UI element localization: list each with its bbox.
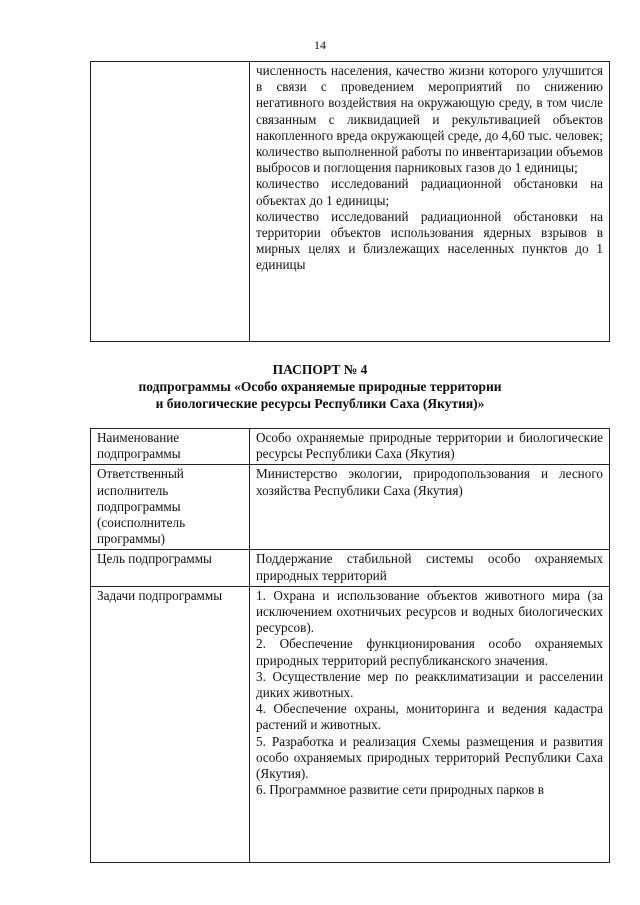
row-label: Ответственный исполнитель подпрограммы (соисполнитель программы) xyxy=(91,465,250,550)
indicator-item: численность населения, качество жизни которого улучшится в связи с проведением мероприятий по снижению негативного воздействия на окружающую среду, в том числе связанным с ликвидацией и рекультивацией объектов накопленного вреда окружающей среде, до 4,60 тыс. человек; xyxy=(256,63,603,143)
table-row xyxy=(91,62,610,342)
row-value: Особо охраняемые природные территории и биологические ресурсы Республики Саха (Якутия) xyxy=(250,429,610,465)
row-value: Министерство экологии, природопользования и лесного хозяйства Республики Саха (Якутия) xyxy=(250,465,610,550)
table-row xyxy=(91,586,610,862)
passport-heading xyxy=(0,361,640,412)
row-label: Наименование подпрограммы xyxy=(91,429,250,465)
indicator-item: количество выполненной работы по инвентаризации объемов выбросов и поглощения парниковых газов до 1 единицы; xyxy=(256,144,603,176)
task-item: 3. Осуществление мер по реакклиматизации и расселении диких животных. xyxy=(256,668,603,701)
task-item: 1. Охрана и использование объектов животного мира (за исключением охотничьих ресурсов и водных биологических ресурсов). xyxy=(256,587,603,636)
table-row xyxy=(91,429,610,465)
row-value: Поддержание стабильной системы особо охраняемых природных территорий xyxy=(250,550,610,586)
table-cell-label xyxy=(91,62,250,342)
passport-subtitle: подпрограммы «Особо охраняемые природные территории xyxy=(138,379,502,394)
row-label: Задачи подпрограммы xyxy=(91,586,250,862)
indicators-cell xyxy=(250,62,610,342)
tasks-cell xyxy=(250,586,610,862)
row-label: Цель подпрограммы xyxy=(91,550,250,586)
indicator-item: количество исследований радиационной обстановки на объектах до 1 единицы; xyxy=(256,176,603,208)
passport-subtitle: и биологические ресурсы Республики Саха (Якутия)» xyxy=(155,396,485,411)
task-item: 2. Обеспечение функционирования особо охраняемых природных территорий республиканского значения. xyxy=(256,636,603,668)
continuation-table xyxy=(90,61,610,342)
table-row xyxy=(91,550,610,586)
task-item: 6. Программное развитие сети природных парков в xyxy=(256,782,544,798)
passport-table xyxy=(90,428,610,863)
page-number: 14 xyxy=(314,38,326,52)
table-row xyxy=(91,465,610,550)
indicator-item: количество исследований радиационной обстановки на территории объектов использования ядерных взрывов в мирных целях и близлежащих населенных пунктов до 1 единицы xyxy=(256,208,603,273)
task-item: 5. Разработка и реализация Схемы размещения и развития особо охраняемых природных территорий Республики Саха (Якутия). xyxy=(256,733,603,782)
passport-title: ПАСПОРТ № 4 xyxy=(272,362,368,377)
task-item: 4. Обеспечение охраны, мониторинга и ведения кадастра растений и животных. xyxy=(256,701,603,733)
